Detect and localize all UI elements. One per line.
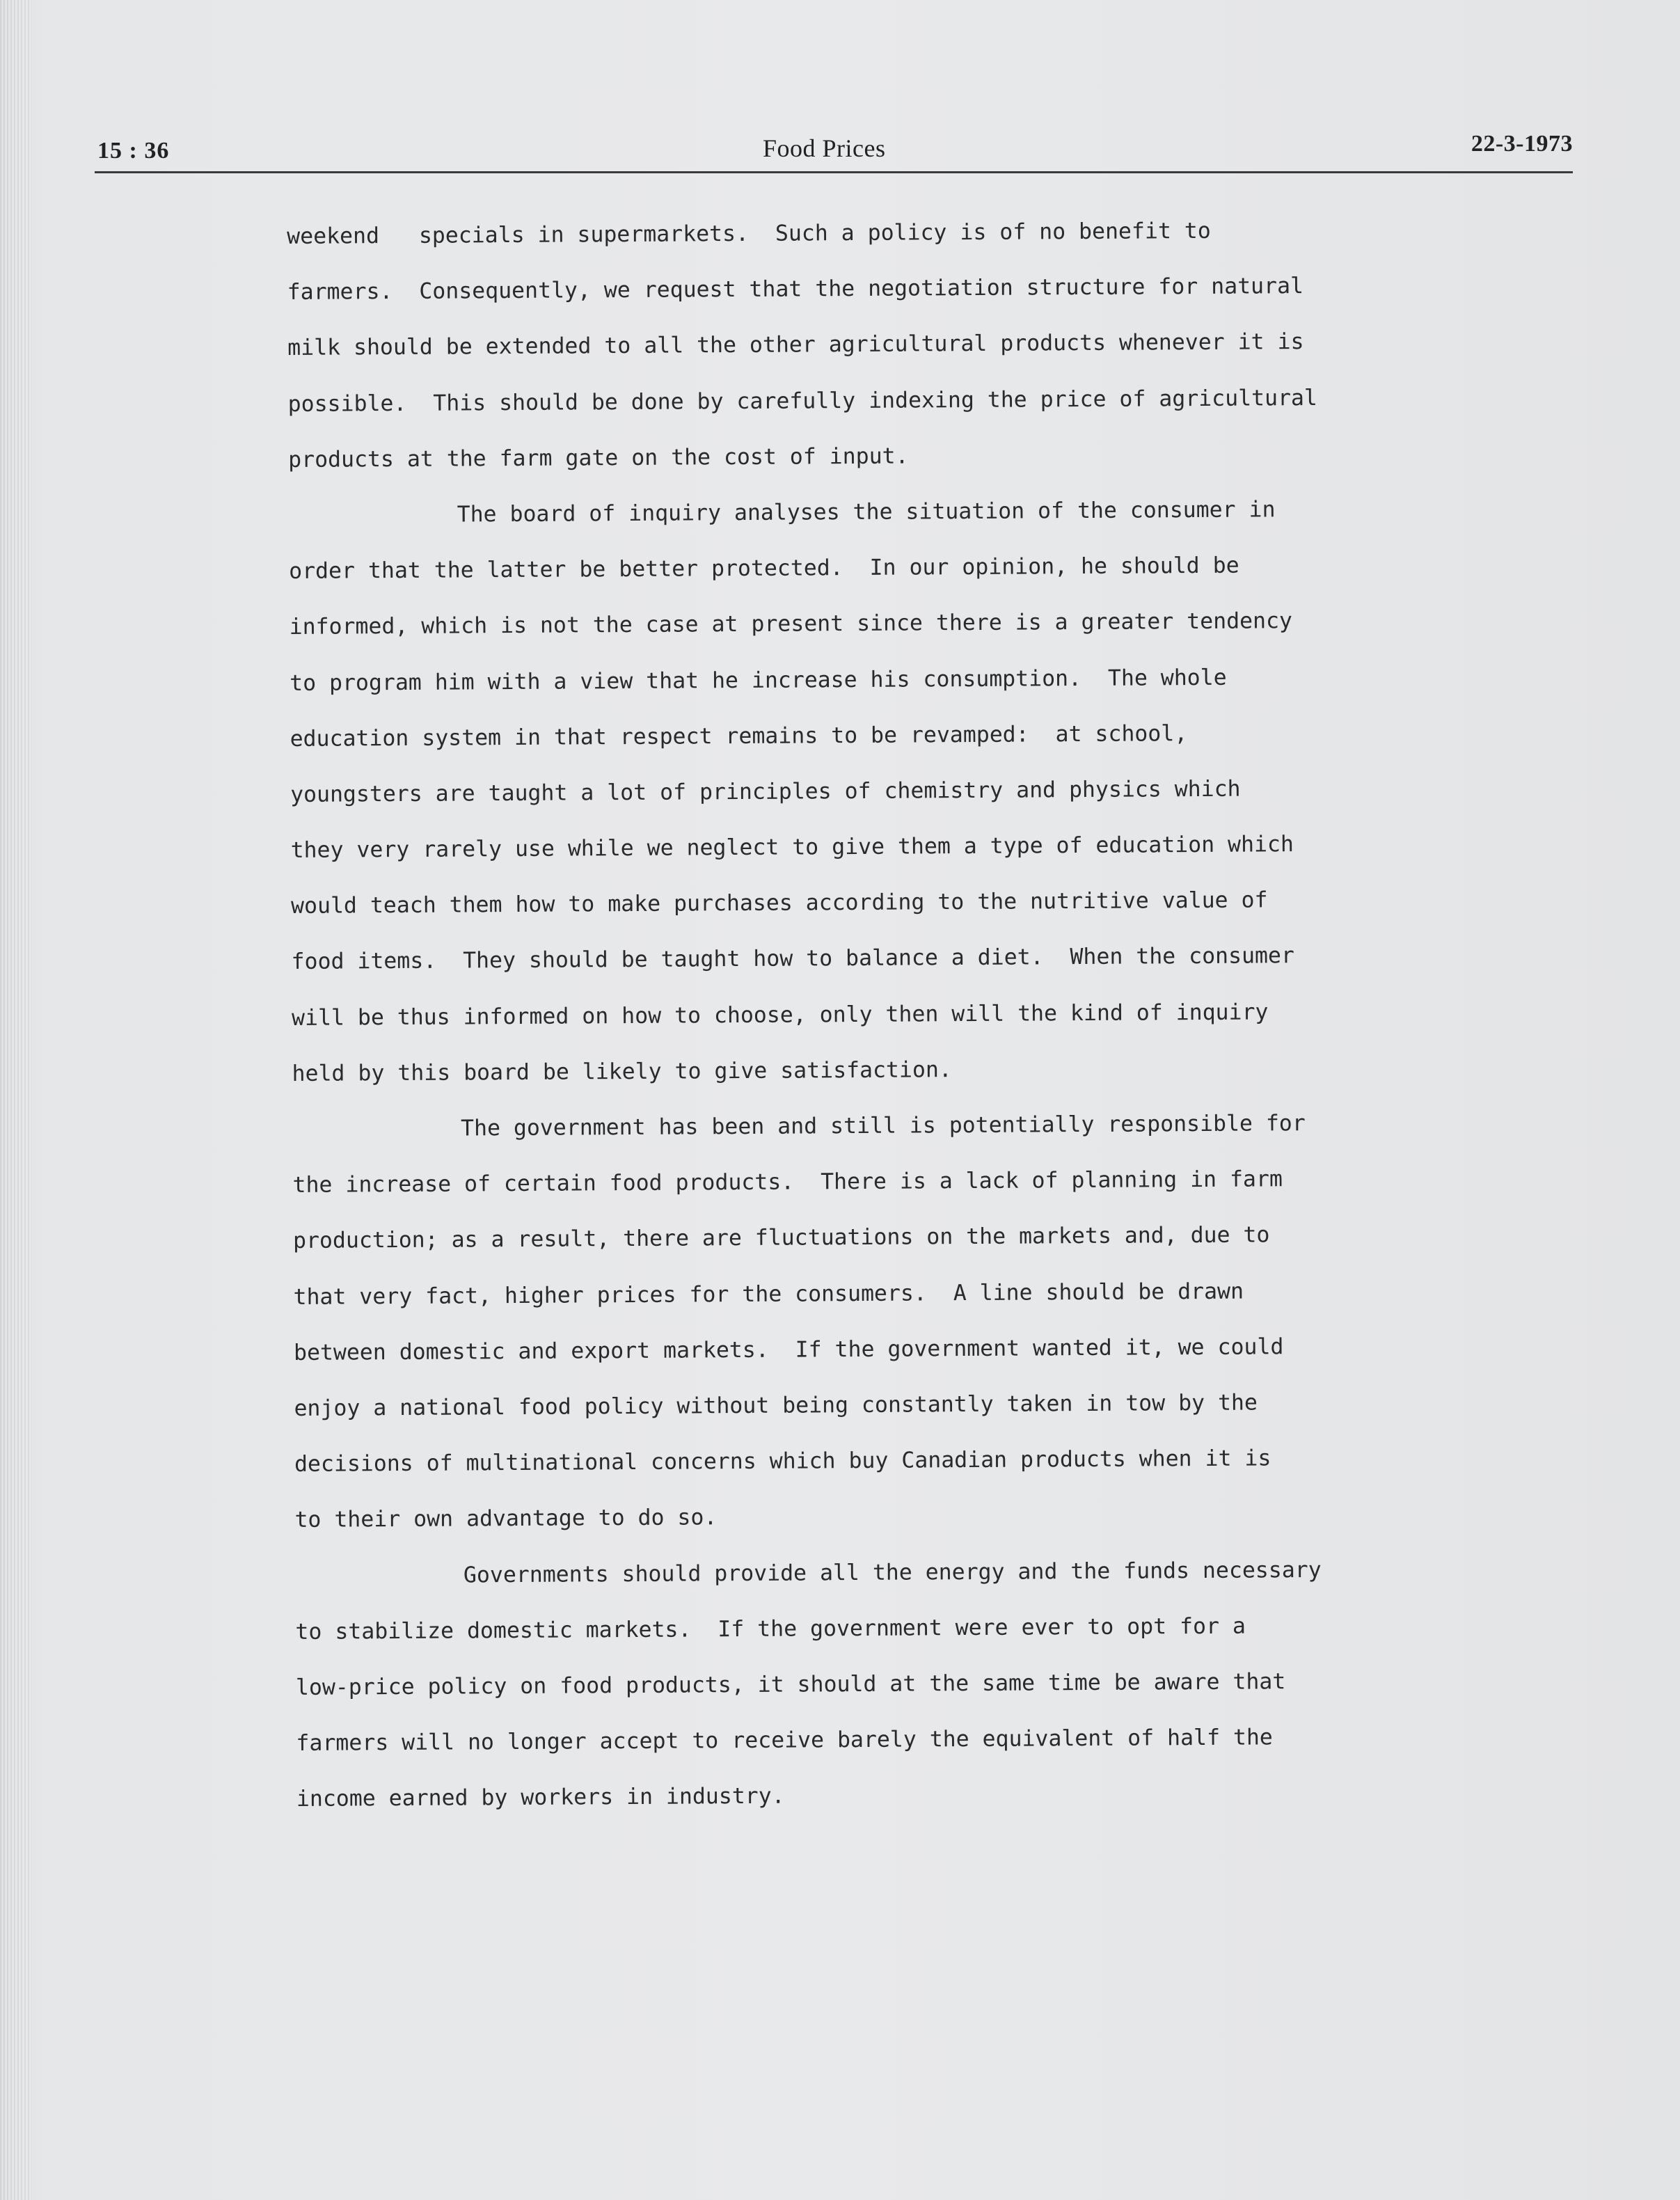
paragraph <box>292 1095 1409 1548</box>
text-line: order that the latter be better protected. In our opinion, he should be <box>289 553 1239 585</box>
body-text <box>287 202 1410 1813</box>
page-title: Food Prices <box>763 134 886 162</box>
text-line: enjoy a national food policy without being constantly taken in tow by the <box>294 1390 1258 1421</box>
text-line: between domestic and export markets. If the government wanted it, we could <box>293 1334 1284 1366</box>
text-line: farmers will no longer accept to receive barely the equivalent of half the <box>296 1725 1273 1757</box>
page-number: 15 : 36 <box>97 138 170 164</box>
text-line: products at the farm gate on the cost of input. <box>288 443 909 473</box>
text-line: food items. They should be taught how to balance a diet. When the consumer <box>291 943 1295 975</box>
page-header <box>95 131 1573 173</box>
text-line: they very rarely use while we neglect to give them a type of education which <box>290 832 1294 864</box>
text-line: to stabilize domestic markets. If the government were ever to opt for a <box>295 1613 1246 1645</box>
paragraph <box>288 481 1405 1102</box>
text-line: production; as a result, there are fluctuations on the markets and, due to <box>292 1222 1270 1254</box>
text-line: that very fact, higher prices for the consumers. A line should be drawn <box>293 1279 1244 1310</box>
paragraph <box>295 1542 1410 1814</box>
text-line: decisions of multinational concerns which buy Canadian products when it is <box>294 1446 1271 1478</box>
text-line: to their own advantage to do so. <box>294 1505 718 1533</box>
page-date: 22-3-1973 <box>1471 131 1573 157</box>
text-line: farmers. Consequently, we request that the negotiation structure for natural <box>287 274 1304 306</box>
text-line: Governments should provide all the energy and the funds necessary <box>463 1557 1322 1588</box>
text-line: weekend specials in supermarkets. Such a policy is of no benefit to <box>287 218 1211 249</box>
text-line: The board of inquiry analyses the situation of the consumer in <box>457 497 1276 528</box>
text-line: The government has been and still is potentially responsible for <box>460 1111 1306 1141</box>
text-line: would teach them how to make purchases according to the nutritive value of <box>291 887 1268 919</box>
text-line: possible. This should be done by carefully indexing the price of agricultural <box>287 385 1318 417</box>
text-line: will be thus informed on how to choose, only then will the kind of inquiry <box>291 999 1269 1031</box>
text-line: low-price policy on food products, it should at the same time be aware that <box>295 1669 1286 1700</box>
text-line: informed, which is not the case at present since there is a greater tendency <box>289 608 1293 640</box>
text-line: youngsters are taught a lot of principles of chemistry and physics which <box>290 776 1241 807</box>
paragraph <box>287 202 1402 488</box>
text-line: income earned by workers in industry. <box>296 1783 785 1812</box>
text-line: to program him with a view that he increase his consumption. The whole <box>290 665 1227 696</box>
text-line: milk should be extended to all the other agricultural products whenever it is <box>287 329 1304 361</box>
text-line: the increase of certain food products. There is a lack of planning in farm <box>292 1166 1283 1198</box>
text-line: held by this board be likely to give satisfaction. <box>292 1057 952 1086</box>
text-line: education system in that respect remains to be revamped: at school, <box>290 720 1188 752</box>
page-stack-edge <box>0 0 31 2200</box>
